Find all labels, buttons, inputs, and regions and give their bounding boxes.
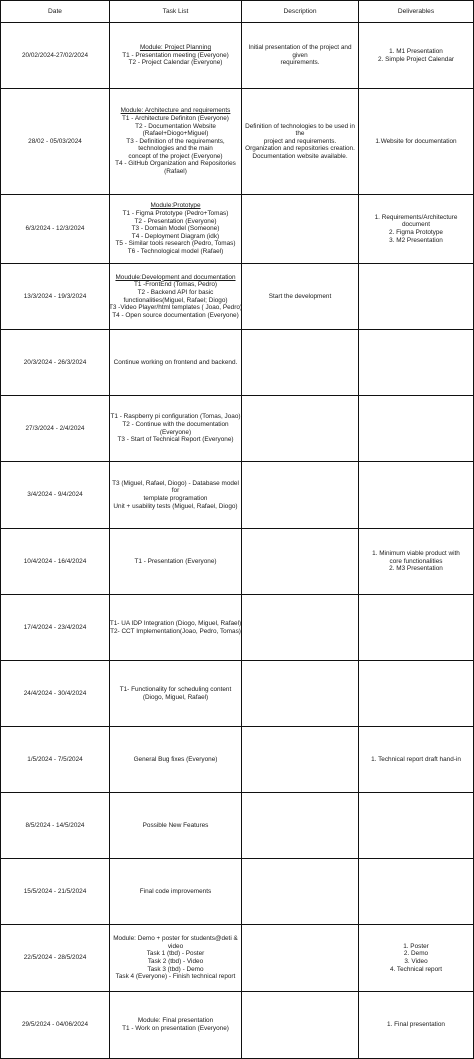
task-line: T4 - GitHub Organization and Repositories	[115, 160, 236, 168]
module-title: Module:Prototype	[150, 202, 201, 210]
deliverables-cell	[359, 396, 473, 461]
deliverable-item: 3. M2 Presentation	[389, 236, 443, 244]
task-line: T1 - Work on presentation (Everyone)	[122, 1025, 229, 1032]
date-cell	[1, 462, 109, 528]
task-list	[120, 686, 232, 701]
deliverables-cell	[359, 661, 473, 726]
task-list-cell	[110, 89, 241, 194]
description-cell	[242, 396, 358, 461]
task-line: T1 -FrontEnd (Tomas, Pedro)	[133, 281, 218, 289]
module-title: Module: Architecture and requirements	[120, 107, 231, 115]
deliverables-cell	[359, 793, 473, 858]
date-range: 10/4/2024 - 16/4/2024	[23, 557, 87, 565]
task-list-cell	[110, 793, 241, 858]
deliverables-cell	[359, 595, 473, 660]
date-range: 20/02/2024-27/02/2024	[21, 51, 89, 59]
task-line: (Everyone)	[159, 428, 192, 436]
date-range: 1/5/2024 - 7/5/2024	[27, 755, 83, 763]
task-list	[112, 480, 239, 510]
header-label: Deliverables	[397, 7, 435, 15]
description-line: Start the development	[268, 292, 332, 300]
task-line: T3 (Miguel, Rafael, Diogo) - Database model	[112, 479, 239, 487]
description-line: Organization and repositories creation.	[245, 145, 355, 153]
task-line: T2 - Project Calendar (Everyone)	[128, 59, 223, 67]
task-line: Task 3 (tbd) - Demo	[147, 965, 204, 973]
date-cell	[1, 793, 109, 858]
description-line: Documentation website available.	[252, 152, 348, 160]
task-line: T2 - Continue with the documentation	[122, 420, 229, 428]
date-cell	[1, 23, 109, 88]
task-list-cell	[110, 195, 241, 263]
description-cell	[242, 793, 358, 858]
header-date	[1, 1, 109, 22]
task-line: T3 - Domain Model (Someone)	[131, 225, 220, 233]
task-list-cell	[110, 727, 241, 792]
task-list	[109, 274, 242, 320]
date-cell	[1, 330, 109, 395]
deliverables-cell	[359, 925, 473, 991]
date-cell	[1, 89, 109, 194]
description-line: project and requirements.	[263, 137, 337, 145]
task-line: T4 - Deployment Diagram (idk)	[131, 232, 220, 240]
task-line: Possible New Features	[142, 821, 209, 829]
deliverables-cell	[359, 529, 473, 594]
description-cell	[242, 195, 358, 263]
task-line: functionalities(Miguel, Rafael; Diogo)	[123, 296, 228, 304]
date-range: 20/3/2024 - 26/3/2024	[23, 358, 87, 366]
date-cell	[1, 859, 109, 924]
date-cell	[1, 396, 109, 461]
task-line: (Diogo, Miguel, Rafael)	[142, 693, 209, 701]
description-cell	[242, 992, 358, 1058]
task-line: General Bug fixes (Everyone)	[133, 755, 218, 763]
task-list-cell	[110, 992, 241, 1058]
task-list	[122, 1017, 229, 1032]
deliverable-item: 3. Video	[404, 958, 428, 965]
deliverable-item: document	[401, 221, 431, 229]
date-cell	[1, 925, 109, 991]
task-line: T1 - Presentation (Everyone)	[134, 557, 217, 565]
task-list	[114, 359, 238, 367]
description-cell	[242, 264, 358, 329]
deliverable-item: 1. Minimum viable product with	[372, 550, 460, 558]
task-list	[113, 935, 238, 981]
date-cell	[1, 992, 109, 1058]
task-line: video	[167, 942, 184, 950]
date-range: 3/4/2024 - 9/4/2024	[27, 491, 83, 499]
date-range: 13/3/2024 - 19/3/2024	[23, 292, 87, 300]
deliverable-item: 1. Poster	[403, 942, 429, 950]
task-list-cell	[110, 529, 241, 594]
task-list	[140, 888, 211, 896]
deliverable-item: 1.Website for documentation	[375, 137, 457, 145]
date-cell	[1, 529, 109, 594]
task-line: T2 - Backend API for basic	[137, 288, 214, 296]
task-line: template programation	[143, 495, 208, 502]
date-cell	[1, 661, 109, 726]
date-cell	[1, 195, 109, 263]
deliverable-item: core functionalities	[389, 557, 443, 565]
header-label: Date	[48, 7, 62, 15]
description-line: Definition of technologies to be used in	[245, 122, 355, 130]
header-deliverables	[359, 1, 473, 22]
date-range: 29/5/2024 - 04/06/2024	[21, 1021, 89, 1029]
task-line: Task 4 (Everyone) - Finish technical report	[115, 973, 236, 981]
header-description	[242, 1, 358, 22]
task-line: Continue working on frontend and backend.	[113, 358, 238, 366]
task-line: Task 1 (tbd) - Poster	[146, 950, 205, 958]
task-line: T3 -Video Player/html templates ( Joao, Pedro)	[108, 304, 243, 312]
task-line: Task 2 (tbd) - Video	[147, 958, 204, 965]
task-list	[143, 822, 209, 830]
date-range: 24/4/2024 - 30/4/2024	[23, 689, 87, 697]
task-line: Module: Demo + poster for students@deti &	[113, 935, 238, 943]
deliverables-cell	[359, 462, 473, 528]
task-line: for	[171, 487, 180, 495]
task-line: Unit + usability tests (Miguel, Rafael, Diogo)	[113, 502, 238, 510]
header-task-list	[110, 1, 241, 22]
description-line: requirements.	[280, 59, 320, 67]
task-list	[134, 756, 218, 764]
task-line: T3 - Start of Technical Report (Everyone)	[117, 436, 234, 444]
deliverable-item: 1. Final presentation	[387, 1021, 445, 1029]
task-list-cell	[110, 462, 241, 528]
task-list	[110, 620, 241, 635]
deliverables-cell	[359, 264, 473, 329]
deliverables-cell	[359, 330, 473, 395]
date-range: 8/5/2024 - 14/5/2024	[25, 821, 85, 829]
deliverable-item: 2. M3 Presentation	[389, 565, 443, 573]
date-range: 15/5/2024 - 21/5/2024	[23, 887, 87, 895]
date-range: 27/3/2024 - 2/4/2024	[25, 424, 85, 432]
description-cell	[242, 462, 358, 528]
task-list-cell	[110, 23, 241, 88]
task-line: T3 - Definition of the requirements,	[126, 137, 225, 145]
description-cell	[242, 89, 358, 194]
task-list	[134, 558, 216, 566]
task-list-cell	[110, 925, 241, 991]
task-line: T1- UA IDP Integration (Diogo, Miguel, Rafael)	[109, 619, 242, 627]
task-line: T2- CCT Implementation(Joao, Pedro, Tomas)	[110, 627, 241, 635]
task-line: (Rafael+Diogo+Miguel)	[142, 130, 209, 138]
task-line: (Rafael)	[164, 168, 187, 176]
description-cell	[242, 23, 358, 88]
task-list-cell	[110, 595, 241, 660]
deliverables-cell	[359, 859, 473, 924]
deliverables-cell	[359, 89, 473, 194]
task-list	[116, 202, 236, 255]
task-line: T1- Functionality for scheduling content	[119, 685, 232, 693]
date-range: 6/3/2024 - 12/3/2024	[25, 225, 85, 233]
task-list	[111, 413, 241, 443]
description-cell	[242, 330, 358, 395]
deliverables-cell	[359, 727, 473, 792]
deliverable-item: 1. M1 Presentation	[389, 47, 443, 55]
date-cell	[1, 595, 109, 660]
deliverable-item: 2. Figma Prototype	[389, 229, 443, 236]
description-line: Initial presentation of the project and	[248, 44, 352, 52]
task-line: T1 - Raspberry pi configuration (Tomas, Joao)	[110, 413, 241, 421]
deliverables-cell	[359, 23, 473, 88]
task-list-cell	[110, 396, 241, 461]
deliverable-item: 1. Technical report draft hand-in	[371, 755, 461, 763]
task-line: T1 - Figma Prototype (Pedro+Tomas)	[122, 210, 229, 218]
task-line: T5 - Similar tools research (Pedro, Tomas)	[115, 240, 236, 248]
description-cell	[242, 595, 358, 660]
header-label: Description	[283, 7, 317, 15]
description-cell	[242, 925, 358, 991]
module-title: Module: Project Planning	[139, 44, 212, 52]
description-line: given	[292, 51, 308, 59]
module-title: Moudule:Development and documentation	[115, 273, 236, 281]
date-range: 17/4/2024 - 23/4/2024	[23, 623, 87, 631]
task-line: T1 - Architecture Definiton (Everyone)	[122, 114, 229, 122]
task-list-cell	[110, 859, 241, 924]
task-line: concept of the project (Everyone)	[128, 152, 223, 160]
task-line: T1 - Presentation meeting (Everyone)	[122, 51, 229, 59]
task-line: T4 - Open source documentation (Everyone)	[112, 311, 239, 319]
task-list	[122, 44, 229, 67]
task-line: T2 - Presentation (Everyone)	[134, 217, 217, 225]
task-list-cell	[110, 264, 241, 329]
task-list-cell	[110, 330, 241, 395]
task-list-cell	[110, 661, 241, 726]
task-list	[115, 107, 236, 175]
deliverable-item: 2. Demo	[403, 950, 429, 958]
date-range: 28/02 - 05/03/2024	[28, 137, 82, 145]
deliverable-item: 1. Requirements/Architecture	[374, 213, 458, 221]
deliverable-item: 2. Simple Project Calendar	[377, 55, 454, 63]
task-line: T6 - Technological model (Rafael)	[127, 247, 224, 255]
description-cell	[242, 661, 358, 726]
description-cell	[242, 727, 358, 792]
header-label: Task List	[162, 7, 189, 15]
description-cell	[242, 529, 358, 594]
task-line: technologies and the main	[138, 145, 213, 153]
deliverables-cell	[359, 992, 473, 1058]
task-line: Module: Final presentation	[137, 1017, 214, 1025]
task-line: T2 - Documentation Website	[135, 122, 216, 130]
date-range: 22/5/2024 - 28/5/2024	[23, 954, 87, 962]
task-line: Final code improvements	[139, 887, 212, 895]
date-cell	[1, 264, 109, 329]
deliverables-cell	[359, 195, 473, 263]
date-cell	[1, 727, 109, 792]
description-line: the	[295, 130, 305, 138]
description-cell	[242, 859, 358, 924]
deliverable-item: 4. Technical report	[389, 965, 443, 973]
